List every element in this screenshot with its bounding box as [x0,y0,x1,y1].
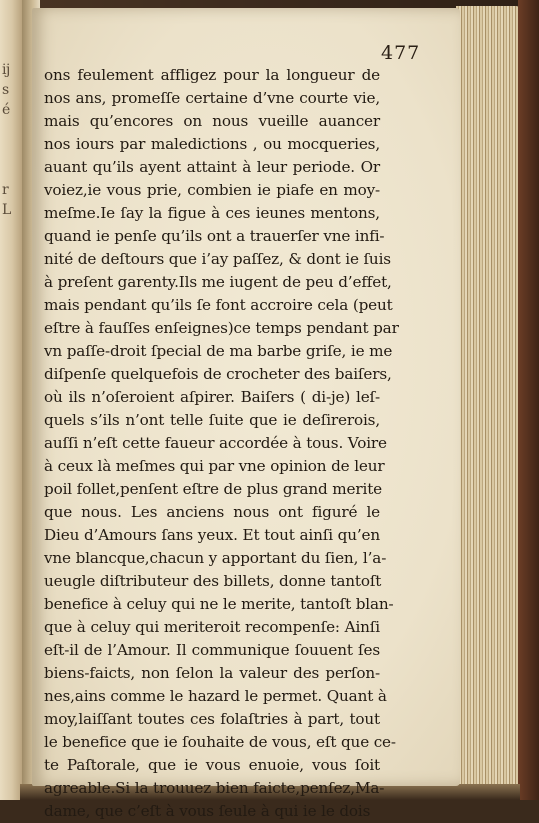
text-line: agreable.Si la trouuez bien faicte,penſez,Ma- [44,779,385,797]
text-line: auant qu’ils ayent attaint à leur periode. Or [44,158,380,176]
text-line: quand ie penſe qu’ils ont a trauerſer vne infi- [44,227,385,245]
text-line: où ils n’oſeroient aſpirer. Baiſers ( di-je) leſ- [44,388,380,406]
facing-glyph: ĳ [2,62,10,78]
text-line: eſt-il de l’Amour. Il communique ſouuent ſes [44,641,380,659]
text-line: vn paſſe-droit ſpecial de ma barbe griſe, ie me [44,342,393,360]
text-line: à ceux là meſmes qui par vne opinion de leur [44,457,385,475]
text-line: voiez,ie vous prie, combien ie piafe en moy- [44,181,380,199]
text-line: eſtre à fauſſes enſeignes)ce temps pendant par [44,319,399,337]
facing-glyph: r [2,182,9,198]
facing-glyph: L [2,202,12,218]
text-line: nos iours par maledictions , ou mocqueries, [44,135,380,153]
facing-glyph: é [2,102,11,118]
page-edges [456,6,520,788]
text-line: meſme.Ie ſay la figue à ces ieunes mentons, [44,204,380,222]
text-line: benefice à celuy qui ne le merite, tantoſt blan- [44,595,394,613]
cover-edge [518,0,539,800]
text-line: ueugle diſtributeur des billets, donne tantoſt [44,572,382,590]
text-line: diſpenſe quelquefois de crocheter des baiſers, [44,365,392,383]
text-line: vne blancque,chacun y apportant du ſien, l’a- [44,549,387,567]
text-line: que nous. Les anciens nous ont figuré le [44,503,380,521]
text-line: à preſent garenty.Ils me iugent de peu d’effet, [44,273,392,291]
text-line: dame, que c’eſt à vous ſeule à qui ie le dois [44,802,371,820]
text-line: mais qu’encores on nous vueille auancer [44,112,380,130]
text-line: quels s’ils n’ont telle ſuite que ie deſirerois, [44,411,380,429]
text-line: Dieu d’Amours ſans yeux. Et tout ainſi qu’en [44,526,380,544]
text-line: nité de deſtours que i’ay paſſez, & dont ie ſuis [44,250,391,268]
text-line: auſſi n’eſt cette faueur accordée à tous. Voire [44,434,387,452]
text-line: mais pendant qu’ils ſe font accroire cela (peut [44,296,393,314]
facing-glyph: s [2,82,10,98]
text-line: nos ans, promeſſe certaine d’vne courte vie, [44,89,380,107]
text-line: le benefice que ie ſouhaite de vous, eſt que ce- [44,733,396,751]
text-line: biens-faicts, non ſelon la valeur des perſon- [44,664,380,682]
text-line: poil follet,penſent eſtre de plus grand merite [44,480,382,498]
text-line: ons feulement affligez pour la longueur de [44,66,380,84]
text-line: nes,ains comme le hazard le permet. Quant à [44,687,387,705]
text-line: moy,laiſſant toutes ces folaſtries à part, tout [44,710,380,728]
page-text [44,64,399,823]
facing-page-edge [0,0,22,800]
text-line: te Paſtorale, que ie vous enuoie, vous ſoit [44,756,380,774]
page-number: 477 [381,42,421,64]
facing-page-glyphs [2,60,18,240]
text-line: que à celuy qui meriteroit recompenſe: Ainſi [44,618,380,636]
